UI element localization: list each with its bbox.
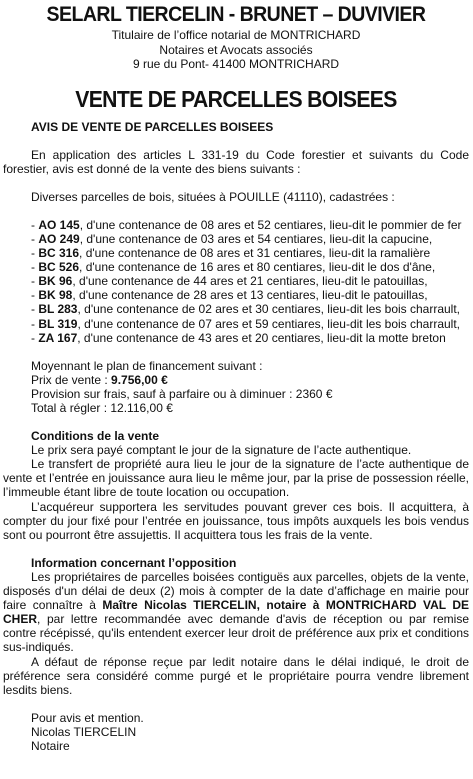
list-item: - BC 316, d'une contenance de 08 ares et 31 centiares, lieu-dit la ramalière — [31, 246, 431, 261]
list-item: - BK 98, d'une contenance de 28 ares et 13 centiares, lieu-dit le patouillas, — [31, 288, 428, 303]
provision-line: Provision sur frais, sauf à parfaire ou à diminuer : 2360 € — [31, 386, 333, 401]
avis-title: AVIS DE VENTE DE PARCELLES BOISEES — [31, 119, 274, 134]
signature-role: Notaire — [31, 738, 70, 753]
parcel-ref: BC 316 — [38, 246, 80, 261]
parcels-intro: Diverses parcelles de bois, situées à POUILLE (41110), cadastrées : — [31, 189, 395, 204]
list-item: - ZA 167, d'une contenance de 43 ares et 20 centiares, lieu-dit la motte breton — [31, 330, 446, 345]
list-item: - BK 96, d'une contenance de 44 ares et 21 centiares, lieu-dit le patouillas, — [31, 274, 428, 289]
parcel-ref: BL 319 — [38, 316, 78, 331]
notary-name: Maître Nicolas TIERCELIN, notaire à MONTRICHARD VAL DE CHER — [3, 598, 469, 627]
opposition-heading: Information concernant l’opposition — [31, 555, 237, 570]
conditions-paragraph-2: Le transfert de propriété aura lieu le jour de la signature de l’acte authentique de vente et l’entrée en jouissance aura lieu le même jour, par la prise de possession réelle, l’immeuble étant libre de toute location ou occupation. — [3, 457, 469, 500]
price-value: 9.756,00 € — [111, 372, 168, 387]
list-item: - AO 249, d'une contenance de 03 ares et 54 centiares, lieu-dit la capucine, — [31, 231, 433, 246]
firm-address: 9 rue du Pont- 41400 MONTRICHARD — [132, 57, 340, 71]
notice-title: VENTE DE PARCELLES BOISEES — [75, 85, 397, 112]
opposition-paragraph-1: Les propriétaires de parcelles boisées contiguës aux parcelles, objets de la vente, disposés d'un délai de deux (2) mois à compter de la date d’affichage en mairie pour faire connaître à Maître Nicolas TIERCELIN, notaire à MONTRICHARD VAL DE CHER, par lettre recommandée avec demande d'avis de réception ou par remise contre récépissé, qu'ils entendent exercer leur droit de préférence aux prix et conditions sus-indiqués. — [3, 569, 469, 655]
total-line: Total à régler : 12.116,00 € — [31, 401, 173, 415]
conditions-paragraph-1: Le prix sera payé comptant le jour de la signature de l’acte authentique. — [31, 443, 412, 458]
firm-name: SELARL TIERCELIN - BRUNET – DUVIVIER — [46, 3, 426, 26]
intro-paragraph: En application des articles L 331-19 du Code forestier et suivants du Code forestier, avis est donné de la vente des biens suivants : — [3, 147, 469, 176]
parcel-ref: BK 98 — [38, 288, 73, 303]
list-item: - BL 283, d'une contenance de 02 ares et 30 centiares, lieu-dit les bois charrault, — [31, 302, 461, 317]
firm-subtitle-1: Titulaire de l’office notarial de MONTRICHARD — [111, 28, 361, 42]
signature-name: Nicolas TIERCELIN — [31, 724, 137, 739]
list-item: - AO 145, d'une contenance de 08 ares et 52 centiares, lieu-dit le pommier de fer — [31, 217, 462, 232]
conditions-heading: Conditions de la vente — [31, 429, 160, 444]
parcel-ref: BC 526 — [38, 260, 80, 275]
signature-block — [3, 711, 469, 753]
conditions-paragraph-3: L’acquéreur supportera les servitudes pouvant grever ces bois. Il acquittera, à compter du jour fixé pour l’entrée en jouissance, tous impôts auxquels les bois vendus sont ou pourront être assujettis. Il acquittera tous les frais de la vente. — [3, 499, 469, 542]
financing-block — [3, 359, 469, 415]
price-line: Prix de vente : 9.756,00 € — [31, 372, 168, 387]
parcel-ref: BL 283 — [38, 302, 78, 317]
parcel-ref: BK 96 — [38, 274, 73, 289]
list-item: - BL 319, d'une contenance de 07 ares et 59 centiares, lieu-dit les bois charrault, — [31, 316, 461, 331]
signature-line-1: Pour avis et mention. — [31, 710, 144, 725]
parcel-list — [3, 218, 469, 345]
parcel-ref: AO 249 — [38, 231, 80, 246]
list-item: - BC 526, d'une contenance de 16 ares et 80 centiares, lieu-dit le dos d'âne, — [31, 260, 436, 275]
parcel-ref: AO 145 — [38, 217, 80, 232]
financing-intro: Moyennant le plan de financement suivant : — [31, 358, 263, 373]
parcel-ref: ZA 167 — [38, 330, 78, 345]
firm-subtitle-2: Notaires et Avocats associés — [159, 42, 313, 57]
opposition-paragraph-2: A défaut de réponse reçue par ledit notaire dans le délai indiqué, le droit de préférence sera considéré comme purgé et le propriétaire pourra vendre librement lesdits biens. — [3, 654, 469, 697]
